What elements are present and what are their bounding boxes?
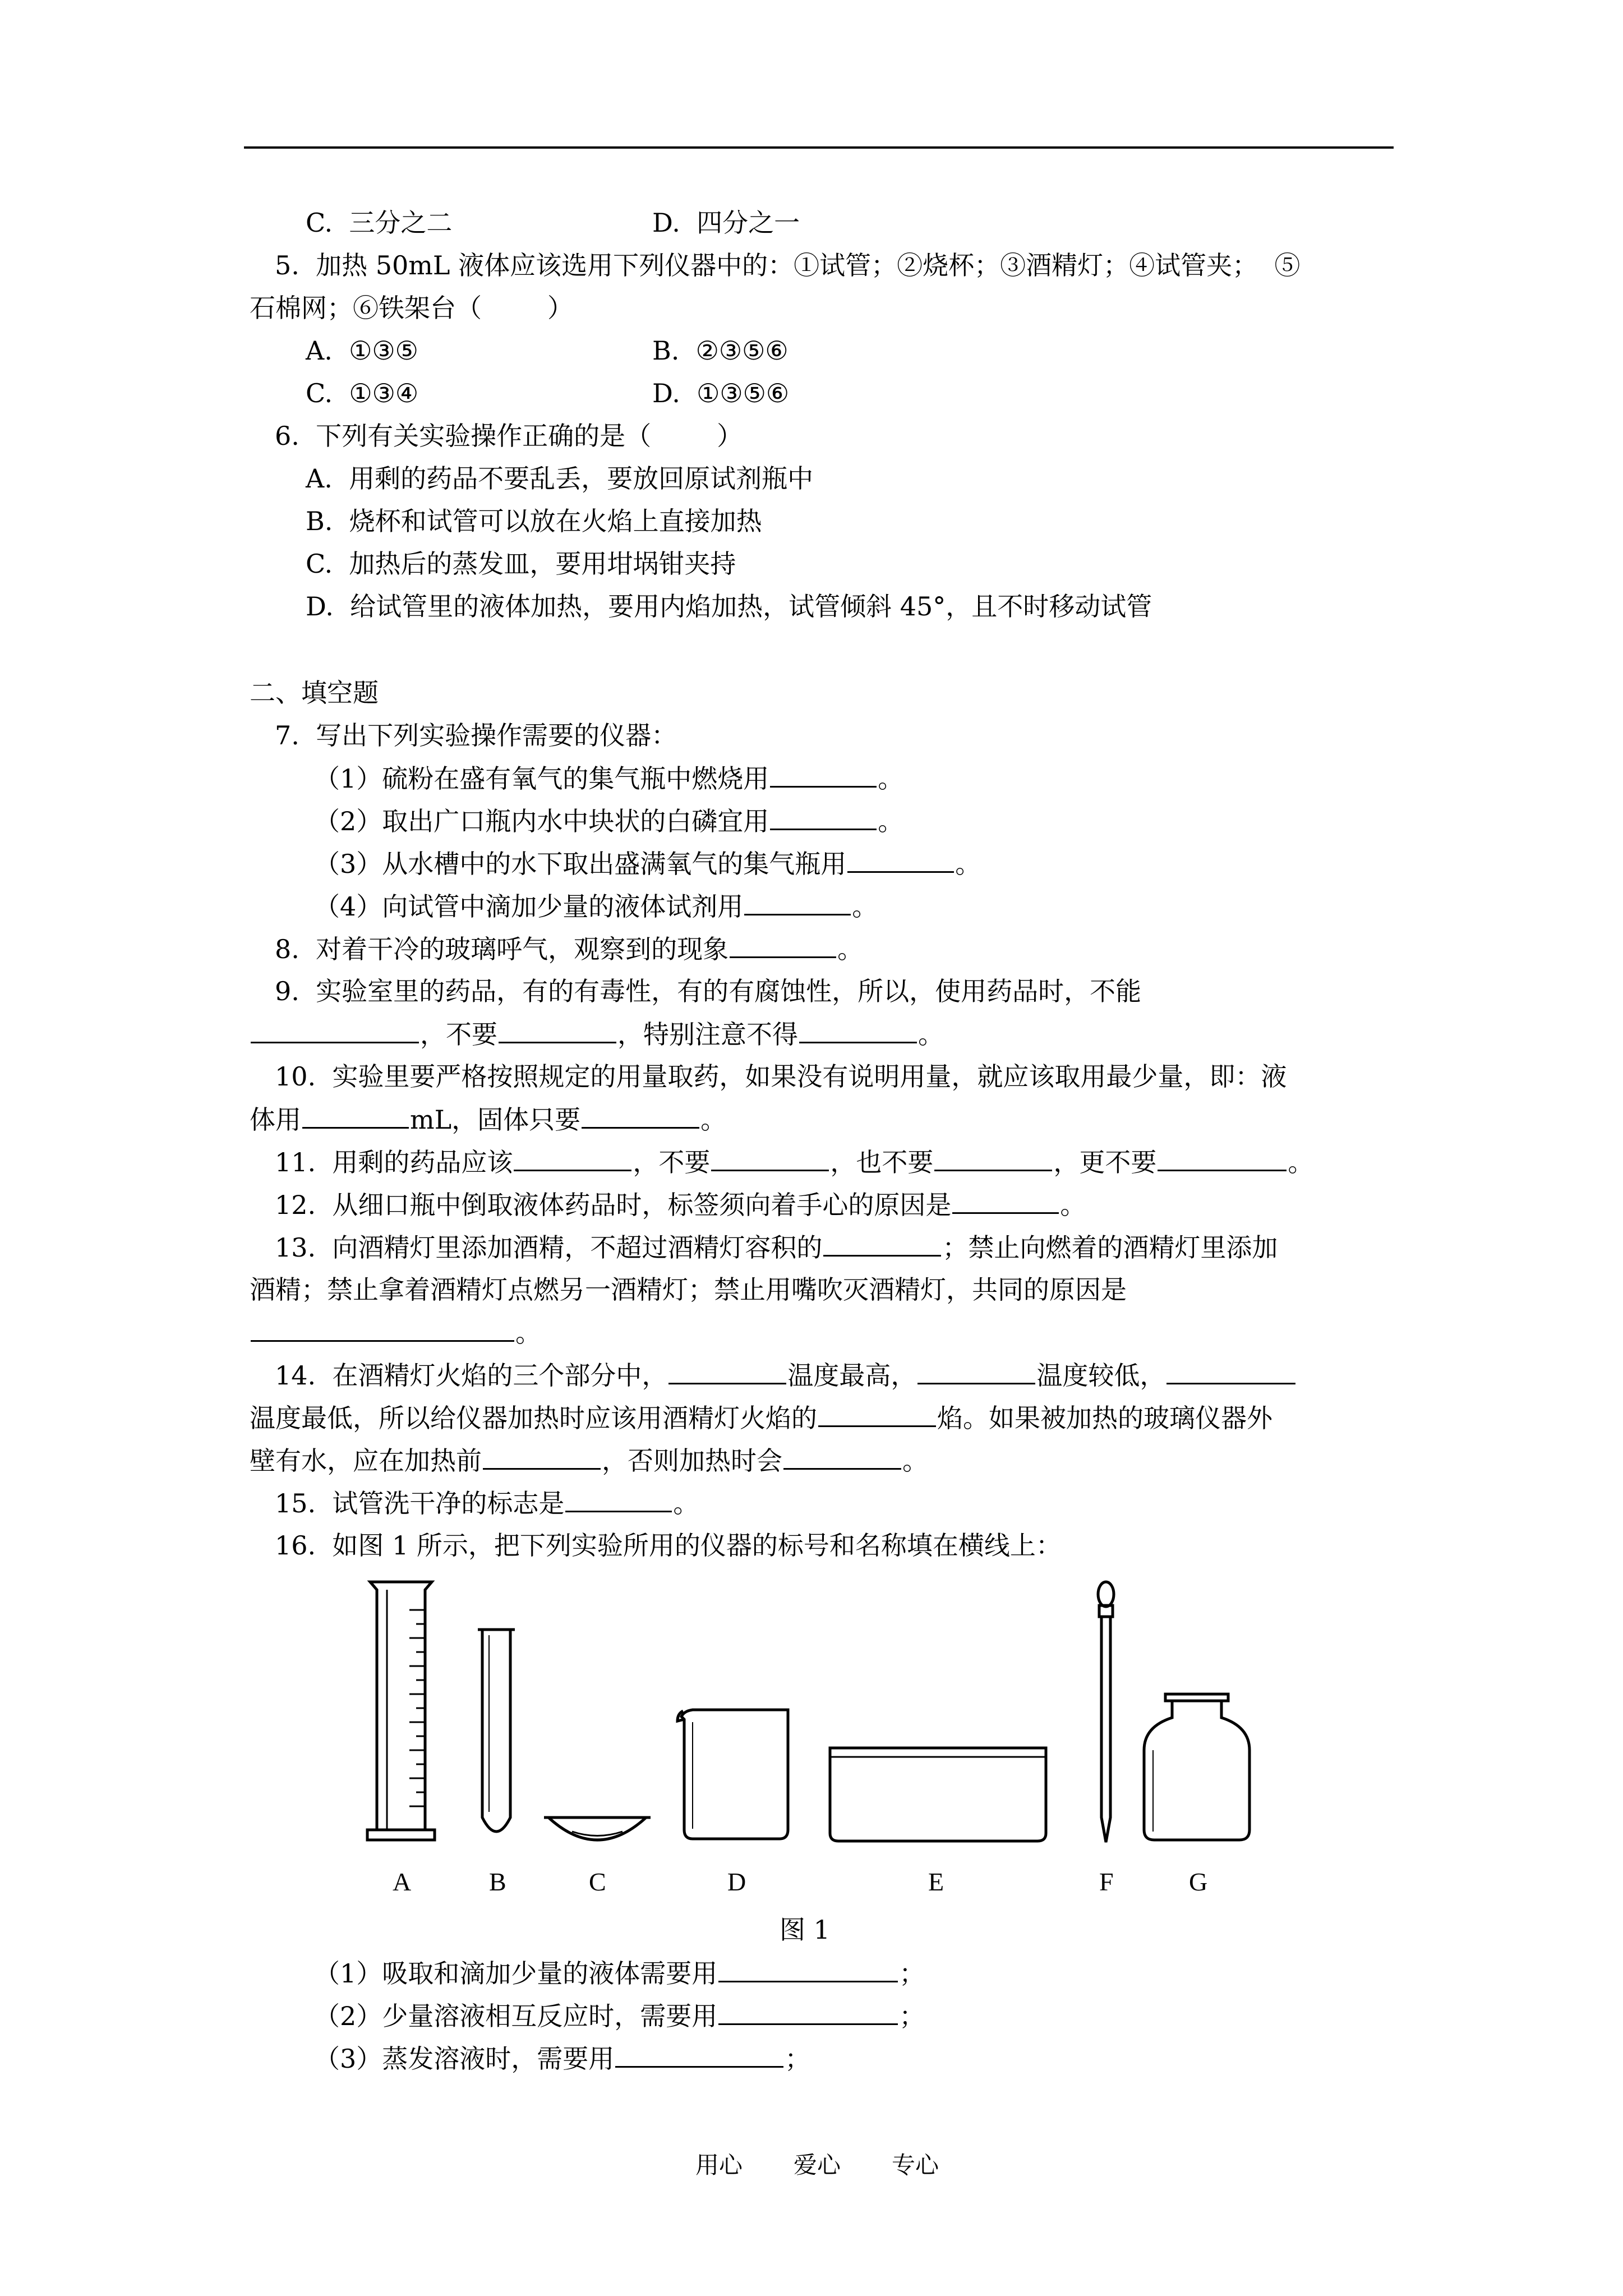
q4-option-d: D. 四分之一 [652,208,800,238]
apparatus-label-f: F [1099,1867,1114,1896]
q10-line1: 10. 实验里要严格按照规定的用量取药，如果没有说明用量，就应该取用最少量，即：液 [275,1061,1287,1092]
q5-stem-line1: 5. 加热 50mL 液体应该选用下列仪器中的：①试管；②烧杯；③酒精灯；④试管夹； ⑤ [275,250,1301,280]
q16-stem: 16. 如图 1 所示，把下列实验所用的仪器的标号和名称填在横线上： [275,1530,1062,1561]
evaporating-dish-icon [544,1818,651,1840]
answer-blank[interactable] [952,1188,1059,1214]
graduated-cylinder-icon [367,1582,435,1840]
dropper-icon [1098,1582,1114,1842]
q14-line1: 14. 在酒精灯火焰的三个部分中， 温度最高， 温度较低， [275,1358,1297,1392]
answer-blank[interactable] [718,1956,898,1982]
answer-blank[interactable] [514,1145,631,1171]
answer-blank[interactable] [483,1443,601,1470]
answer-blank[interactable] [818,1401,936,1427]
q5-option-a: A. ①③⑤ [306,335,418,366]
water-trough-icon [830,1748,1046,1841]
q11: 11. 用剩的药品应该 ，不要 ，也不要 ，更不要 。 [275,1145,1313,1179]
answer-blank[interactable] [711,1145,829,1171]
q16-part3: （3）蒸发溶液时，需要用 ； [314,2041,810,2076]
q14-line2: 温度最低，所以给仪器加热时应该用酒精灯火焰的 焰。如果被加热的玻璃仪器外 [250,1401,1272,1435]
q15: 15. 试管洗干净的标志是 。 [275,1486,699,1520]
answer-blank[interactable] [718,1999,898,2025]
q7-part1: （1）硫粉在盛有氧气的集气瓶中燃烧用 。 [314,761,903,795]
q9-line1: 9. 实验室里的药品，有的有毒性，有的有腐蚀性，所以，使用药品时，不能 [275,976,1142,1006]
answer-blank[interactable] [251,1017,419,1043]
answer-blank[interactable] [730,932,836,958]
q7-part2: （2）取出广口瓶内水中块状的白磷宜用 。 [314,804,903,838]
q8: 8. 对着干冷的玻璃呼气，观察到的现象 。 [275,932,863,966]
q6-option-c: C. 加热后的蒸发皿，要用坩埚钳夹持 [306,549,736,579]
answer-blank[interactable] [847,846,954,873]
q13-line3: 。 [250,1315,541,1350]
header-rule [244,146,1394,149]
apparatus-label-a: A [393,1867,412,1896]
q6-option-b: B. 烧杯和试管可以放在火焰上直接加热 [306,506,762,536]
wide-mouth-bottle-icon [1144,1694,1249,1840]
section-title: 二、填空题 [250,678,379,708]
answer-blank[interactable] [615,2041,783,2068]
figure-apparatus [336,1571,1318,1913]
q14-line3: 壁有水，应在加热前 ，否则加热时会 。 [250,1443,928,1478]
apparatus-label-c: C [589,1867,606,1896]
answer-blank[interactable] [744,889,851,915]
q6-option-d: D. 给试管里的液体加热，要用内焰加热，试管倾斜 45°，且不时移动试管 [306,591,1152,622]
apparatus-label-b: B [489,1867,506,1896]
answer-blank[interactable] [565,1486,672,1512]
footer-text-2: 爱心 [794,2151,841,2179]
answer-blank[interactable] [1166,1358,1295,1384]
q5-option-c: C. ①③④ [306,378,419,408]
answer-blank[interactable] [799,1017,917,1043]
answer-blank[interactable] [770,804,877,830]
q7-part3: （3）从水槽中的水下取出盛满氧气的集气瓶用 。 [314,846,981,881]
q5-stem-line2: 石棉网；⑥铁架台（ ） [250,293,573,323]
beaker-icon [677,1710,788,1839]
answer-blank[interactable] [499,1017,616,1043]
figure-caption: 图 1 [780,1915,830,1945]
q7-stem: 7. 写出下列实验操作需要的仪器： [275,720,677,751]
q16-part2: （2）少量溶液相互反应时，需要用 ； [314,1999,925,2033]
answer-blank[interactable] [1158,1145,1287,1171]
q7-part4: （4）向试管中滴加少量的液体试剂用 。 [314,889,878,923]
answer-blank[interactable] [917,1358,1035,1384]
answer-blank[interactable] [823,1230,941,1257]
answer-blank[interactable] [302,1102,409,1129]
q16-part1: （1）吸取和滴加少量的液体需要用 ； [314,1956,925,1990]
q5-option-b: B. ②③⑤⑥ [652,335,789,366]
answer-blank[interactable] [934,1145,1052,1171]
answer-blank[interactable] [251,1315,514,1342]
test-tube-icon [478,1630,515,1832]
answer-blank[interactable] [582,1102,699,1129]
footer-text-1: 用心 [695,2151,743,2179]
q9-line2: ，不要 ，特别注意不得 。 [250,1017,944,1051]
q6-stem: 6. 下列有关实验操作正确的是（ ） [275,421,743,451]
q5-option-d: D. ①③⑤⑥ [652,378,790,408]
apparatus-label-d: D [727,1867,746,1896]
footer-text-3: 专心 [892,2151,939,2179]
apparatus-label-e: E [928,1867,944,1896]
q4-option-c: C. 三分之二 [306,208,453,238]
q13-line1: 13. 向酒精灯里添加酒精，不超过酒精灯容积的 ；禁止向燃着的酒精灯里添加 [275,1230,1278,1264]
q12: 12. 从细口瓶中倒取液体药品时，标签须向着手心的原因是 。 [275,1188,1086,1222]
q10-line2: 体用 mL，固体只要 。 [250,1102,726,1137]
answer-blank[interactable] [668,1358,786,1384]
answer-blank[interactable] [770,761,877,788]
apparatus-label-g: G [1189,1867,1208,1896]
answer-blank[interactable] [783,1443,901,1470]
q6-option-a: A. 用剩的药品不要乱丢，要放回原试剂瓶中 [306,463,814,494]
q13-line2: 酒精；禁止拿着酒精灯点燃另一酒精灯；禁止用嘴吹灭酒精灯，共同的原因是 [250,1274,1127,1305]
